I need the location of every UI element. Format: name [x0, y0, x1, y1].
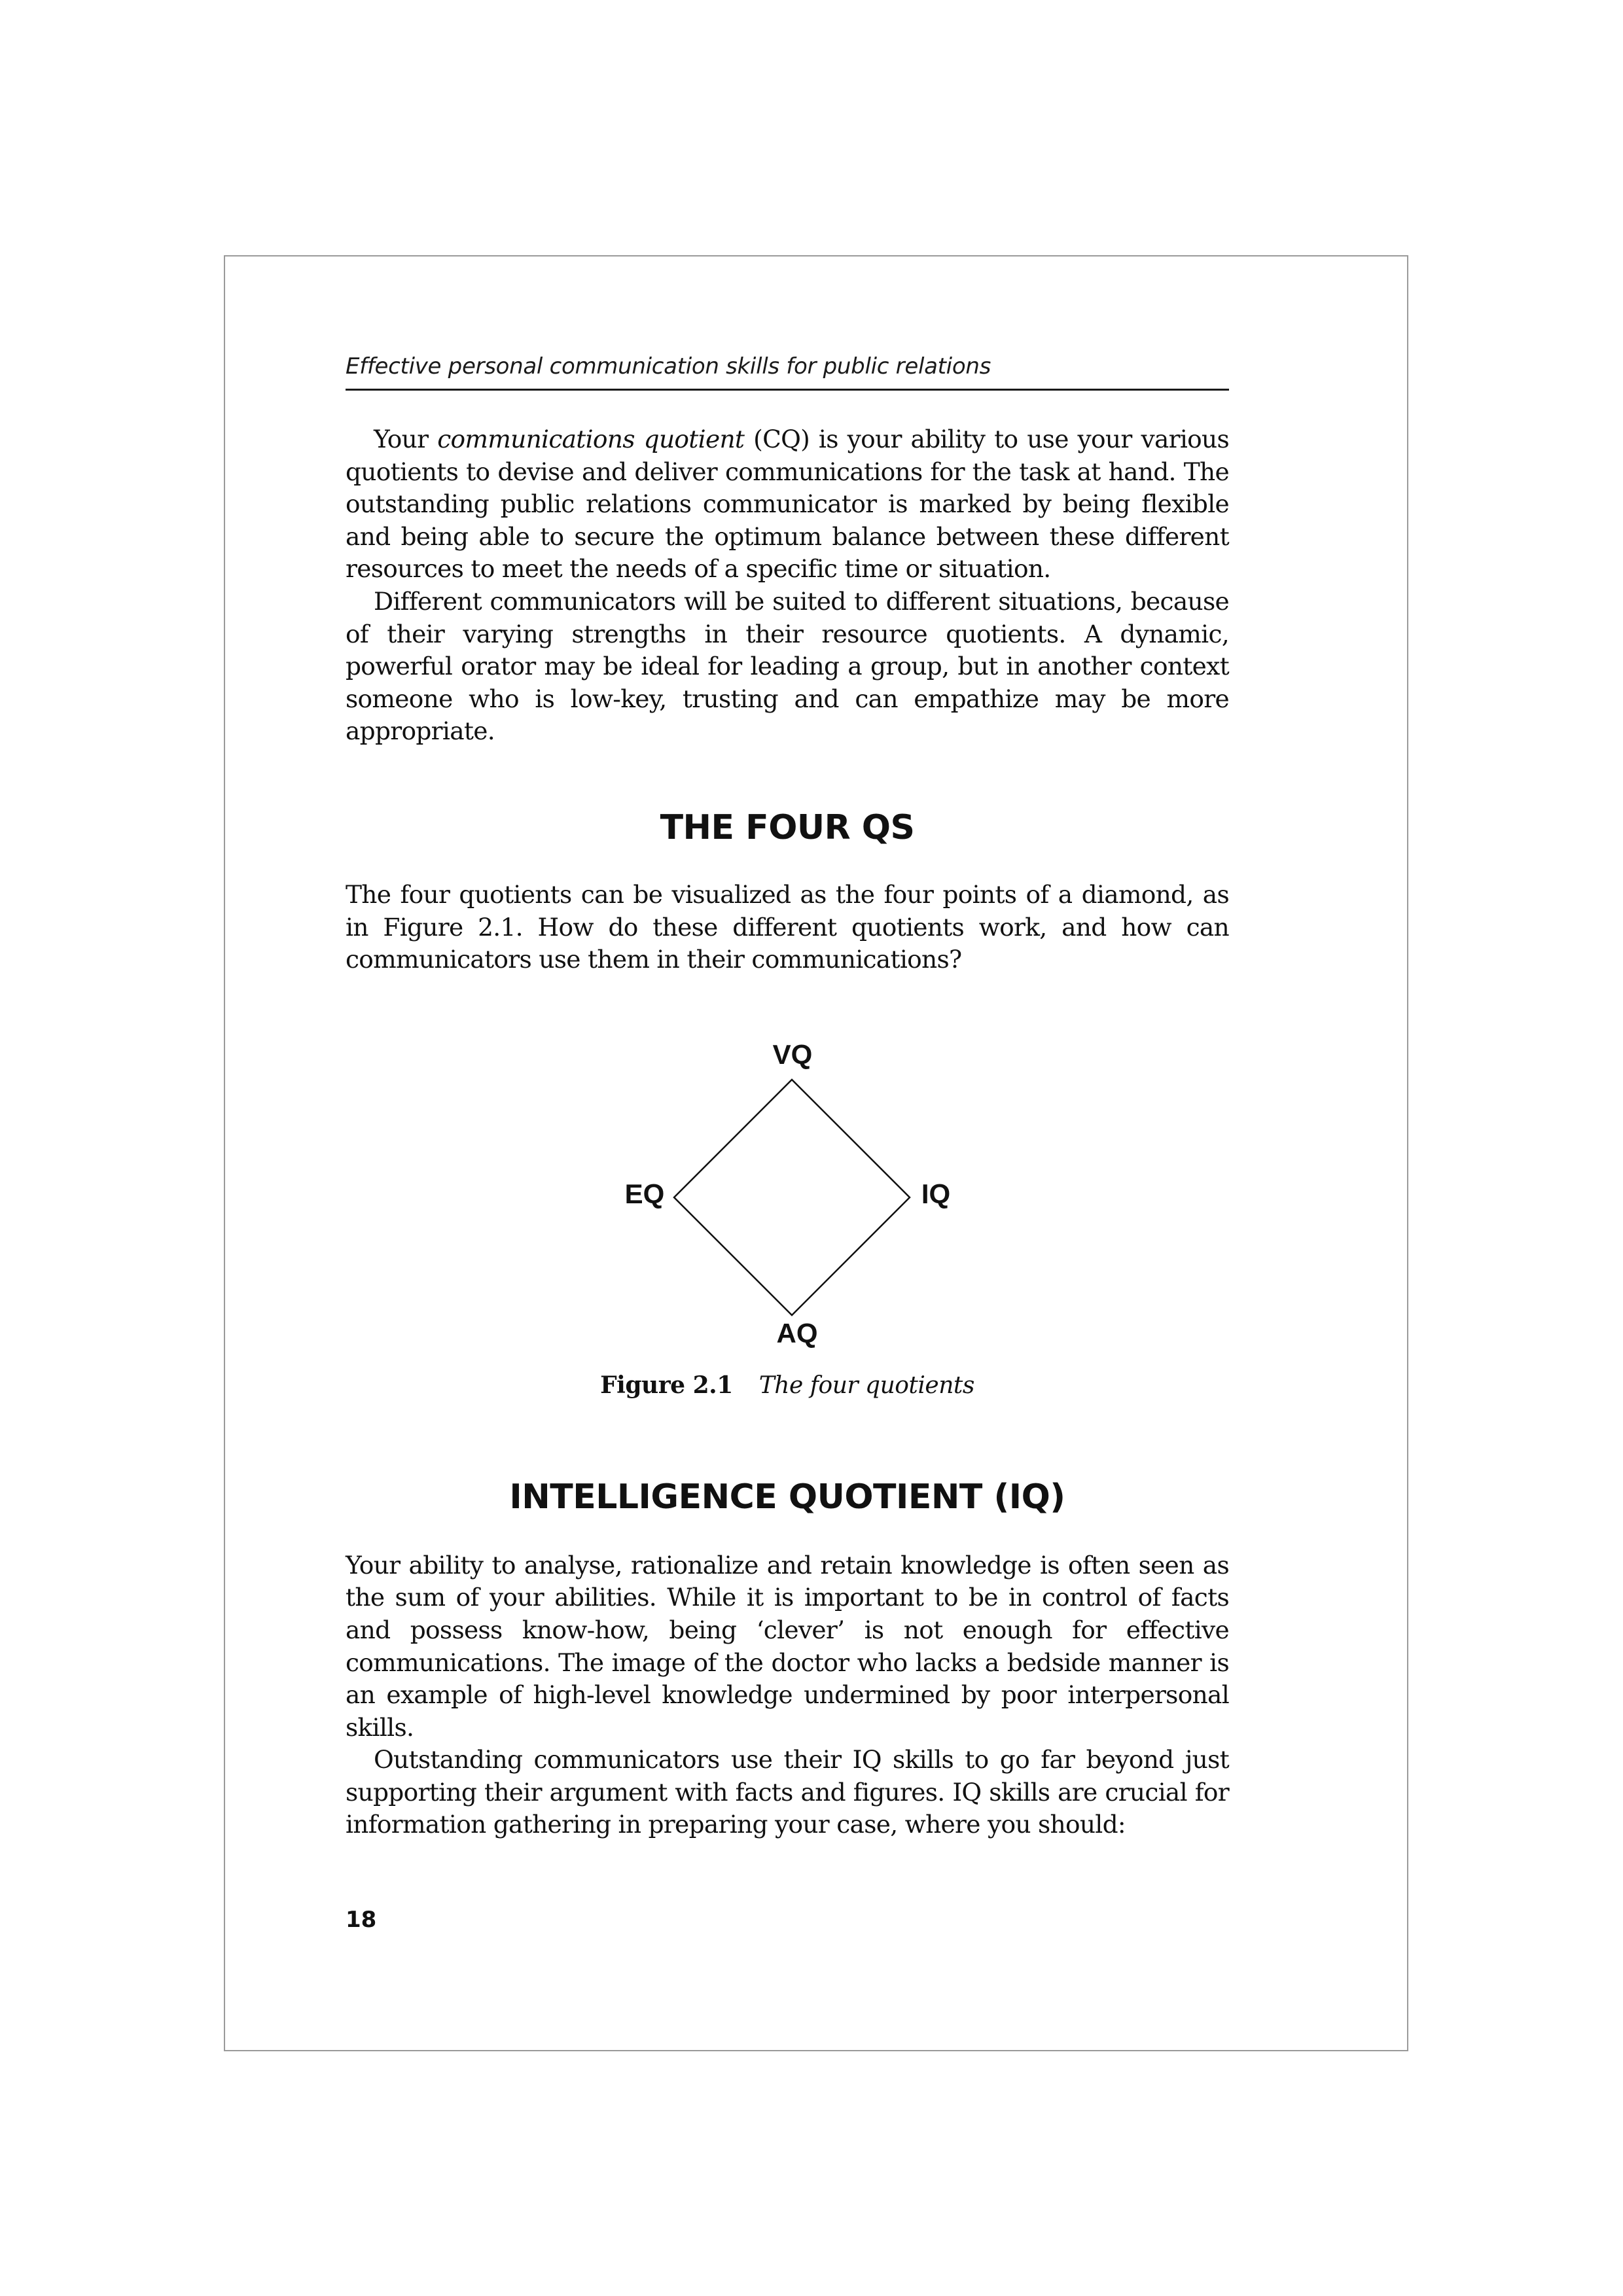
paragraph-cq [346, 423, 1229, 586]
paragraph-cq-lead: Your [374, 425, 438, 453]
page-content [346, 353, 1229, 1933]
paragraph-iq-ability: Your ability to analyse, rationalize and retain knowledge is often seen as the sum of your abilities. While it is important to be in control of facts and possess know-how, being ‘clever’ is not enough for effective communications. The image of the doctor who lacks a bedside manner is an example of high-level knowledge undermined by poor interpersonal skills. [346, 1550, 1229, 1742]
running-head: Effective personal communication skills for public relations [346, 353, 1229, 391]
heading-four-qs: THE FOUR QS [660, 807, 915, 847]
paragraph-communicators: Different communicators will be suited to different situations, because of their varying strengths in their resource quotients. A dynamic, powerful orator may be ideal for leading a group, but in another context someone who is low-key, trusting and can empathize may be more appropriate. [346, 586, 1229, 746]
heading-intelligence-quotient: INTELLIGENCE QUOTIENT (IQ) [509, 1477, 1065, 1517]
figure-caption-label: Figure 2.1 [600, 1371, 733, 1399]
figure-diamond [346, 1038, 1229, 1356]
paragraph-cq-term: communications quotient [437, 425, 745, 453]
figure-caption-text: The four quotients [758, 1371, 974, 1399]
paragraph-cq-rest: (CQ) is your ability to use your various quotients to devise and deliver communications for the task at hand. The outstanding public relations communicator is marked by being flexible and being able to secure the optimum balance between these different resources to meet the needs of a specific time or situation. [346, 425, 1230, 584]
figure-caption [346, 1371, 1229, 1399]
label-eq: EQ [624, 1178, 665, 1209]
diamond-diagram [346, 1042, 1229, 1356]
label-vq: VQ [772, 1038, 813, 1070]
label-aq: AQ [776, 1317, 818, 1349]
page-number: 18 [346, 1907, 377, 1934]
label-iq: IQ [921, 1178, 951, 1209]
diamond-shape [674, 1080, 910, 1315]
paragraph-iq-skills: Outstanding communicators use their IQ skills to go far beyond just supporting their argument with facts and figures. IQ skills are crucial for information gathering in preparing your case, where you should: [346, 1745, 1229, 1839]
paragraph-four-quotients: The four quotients can be visualized as the four points of a diamond, as in Figure 2.1. How do these different quotients work, and how can communicators use them in their communications? [346, 879, 1229, 974]
